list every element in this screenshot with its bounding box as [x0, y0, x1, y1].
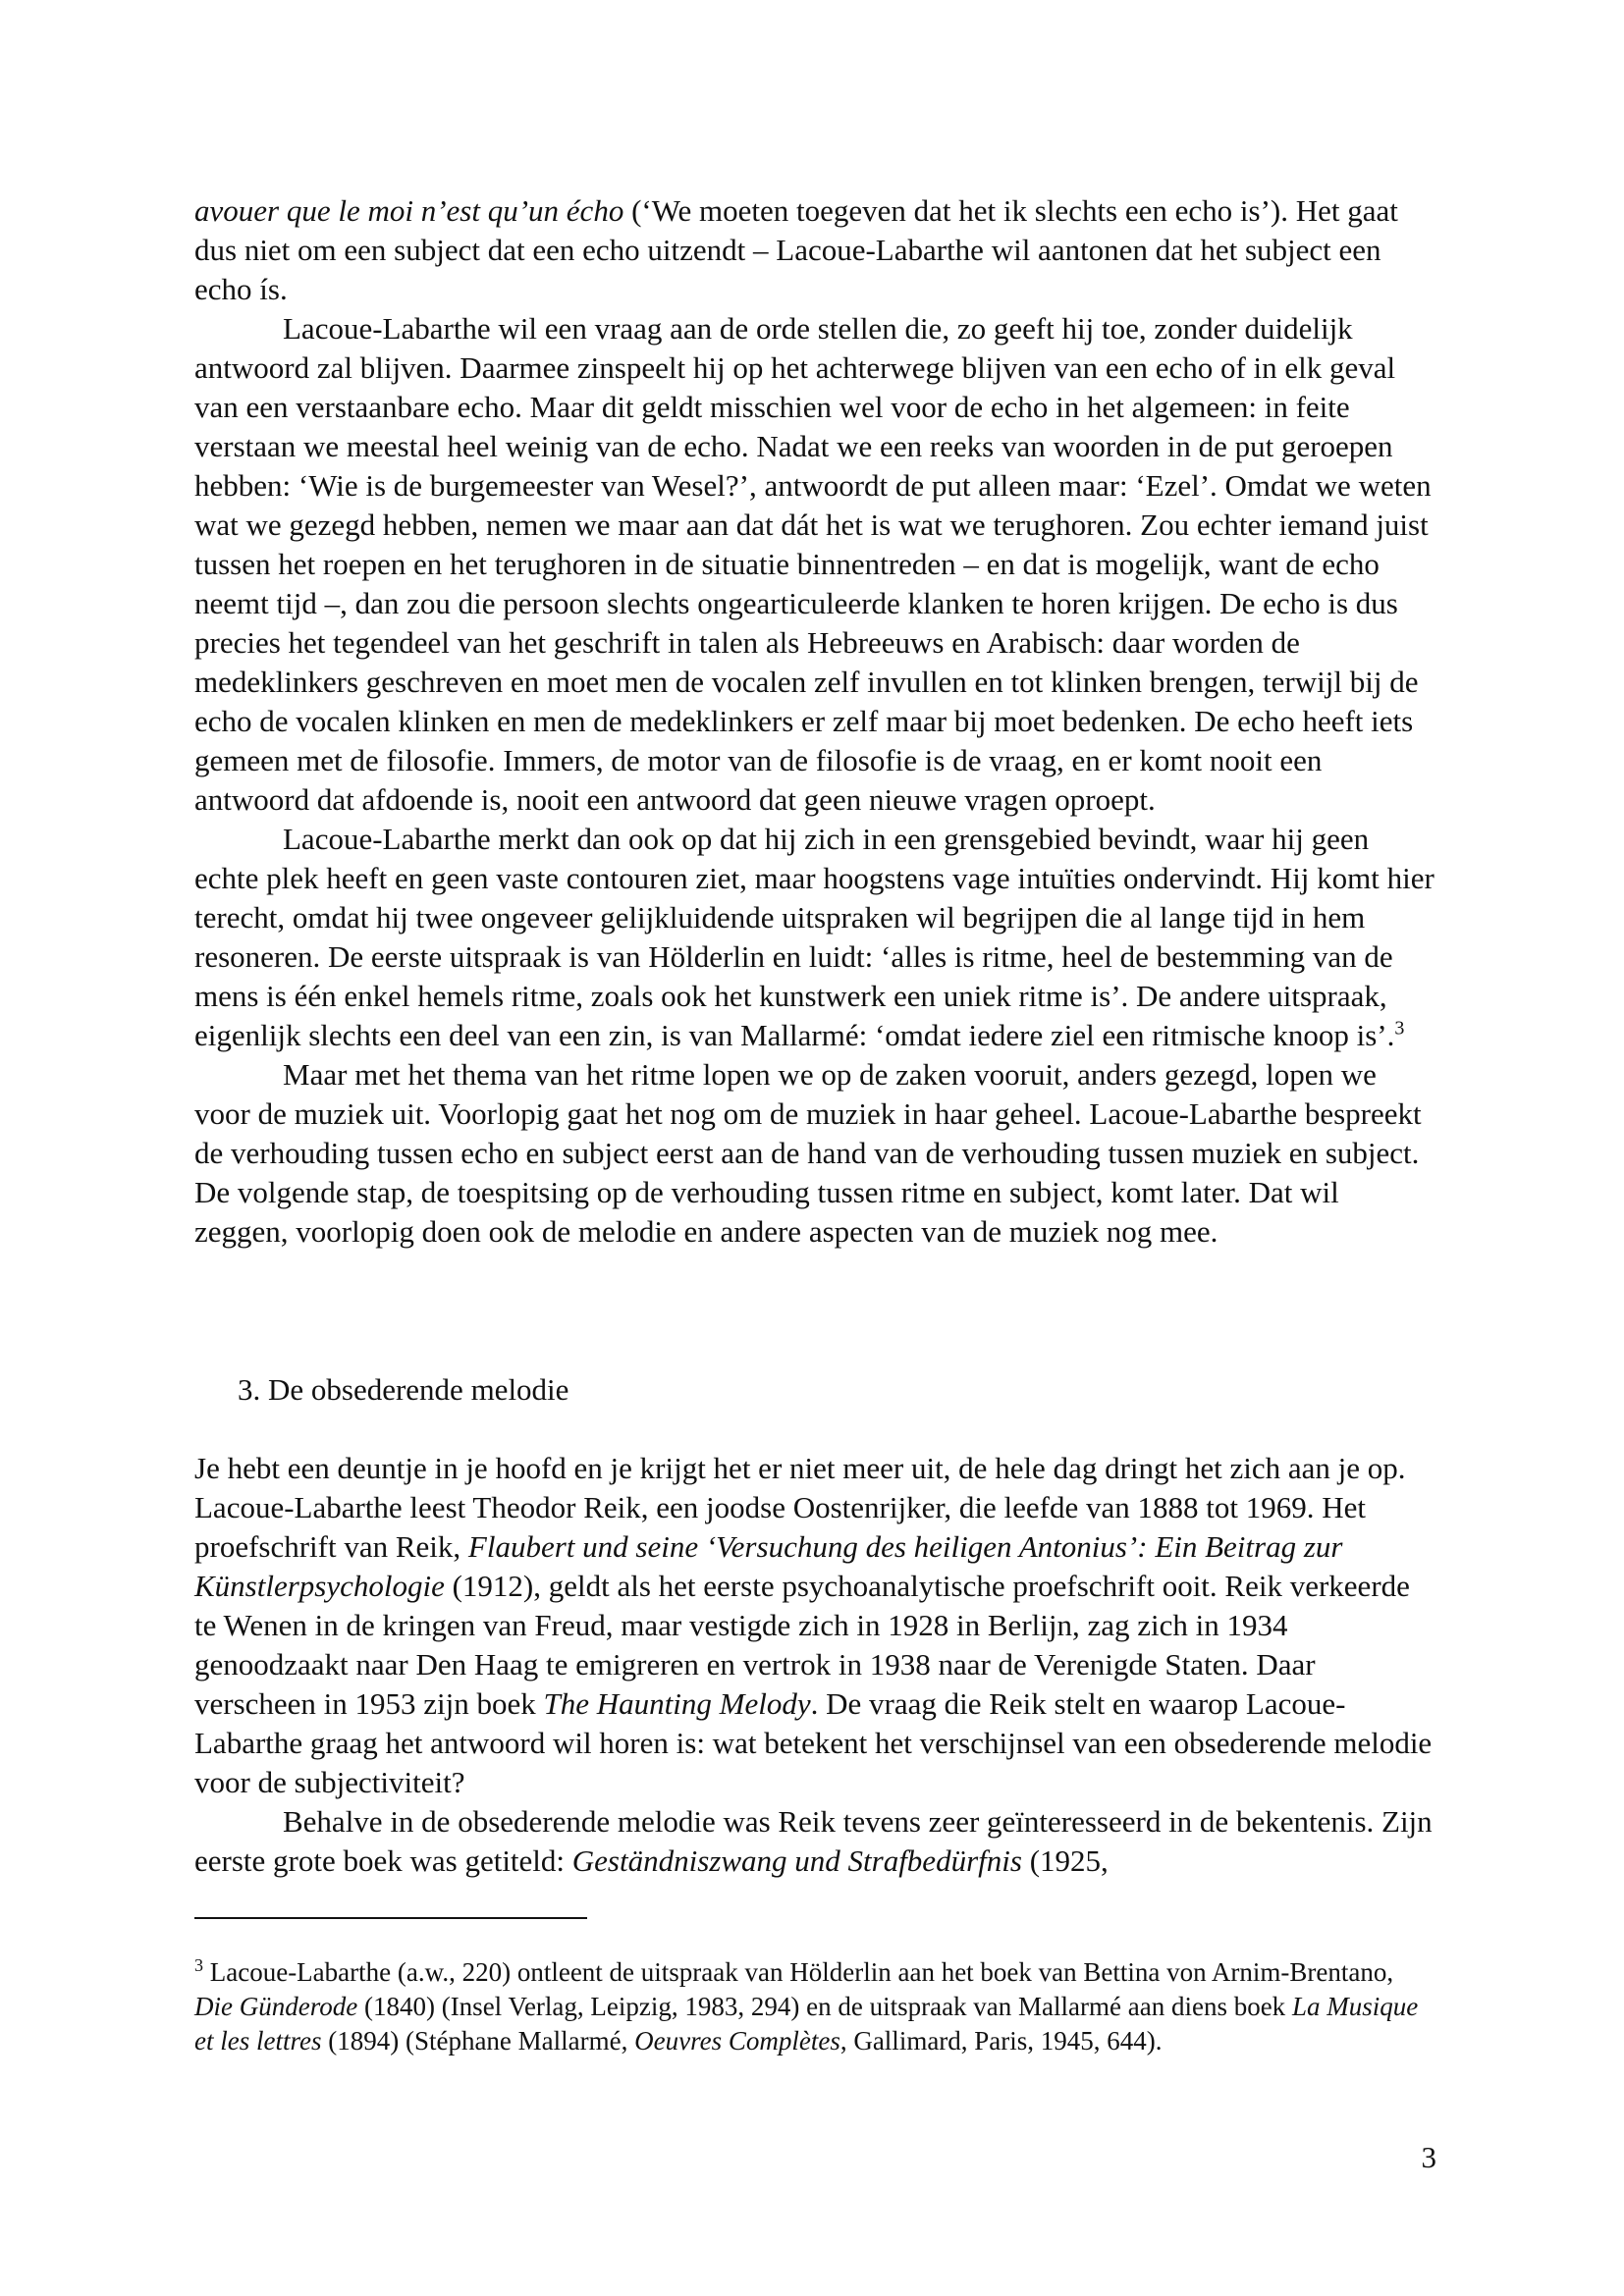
italic-text: Geständniszwang und Strafbedürfnis — [571, 1843, 1022, 1878]
section-heading: 3. De obsederende melodie — [238, 1372, 569, 1407]
footnote-marker: 3 — [194, 1955, 203, 1975]
page-number: 3 — [1421, 2140, 1436, 2174]
text-run: Lacoue-Labarthe merkt dan ook op dat hij zich in een grensgebied bevindt, waar hij geen echte plek heeft en geen vaste contouren ziet, maar hoogstens vage intuïties ondervindt. Hij komt hier terecht, omdat hij twee ongeveer gelijkluidende uitspraken wil begrijpen die al lange tijd in hem resoneren. De eerste uitspraak is van Hölderlin en luidt: ‘alles is ritme, heel de bestemming van de mens is één enkel hemels ritme, zoals ook het kunstwerk een uniek ritme is’. De andere uitspraak, eigenlijk slechts een deel van een zin, is van Mallarmé: ‘omdat iedere ziel een ritmische knoop is’. — [194, 822, 1435, 1052]
paragraph — [194, 1449, 1436, 1802]
text-run: Je hebt een deuntje in je hoofd en je krijgt het er niet meer uit, de hele dag dringt het zich aan je op. Lacoue-Labarthe leest Theodor Reik, een joodse Oostenrijker, die leefde van 1888 tot 1969. Het proefschrift van Reik, — [194, 1451, 1406, 1564]
text-run: Maar met het thema van het ritme lopen we op de zaken vooruit, anders gezegd, lopen we voor de muziek uit. Voorlopig gaat het nog om de muziek in haar geheel. Lacoue-Labarthe bespreekt de verhouding tussen echo en subject eerst aan de hand van de verhouding tussen muziek en subject. De volgende stap, de toespitsing op de verhouding tussen ritme en subject, komt later. Dat wil zeggen, voorlopig doen ook de melodie en andere aspecten van de muziek nog mee. — [194, 1057, 1422, 1249]
text-run: (1925, — [1021, 1843, 1109, 1878]
text-run: . De vraag die Reik stelt en waarop Lacoue-Labarthe graag het antwoord wil horen is: wat betekent het verschijnsel van een obsederende melodie voor de subjectiviteit? — [194, 1686, 1433, 1799]
paragraph — [194, 1802, 1436, 1881]
italic-text: avouer que le moi n’est qu’un écho — [194, 193, 624, 228]
footnote — [194, 1955, 1436, 2058]
text-run: Behalve in de obsederende melodie was Reik tevens zeer geïnteresseerd in de bekentenis. Zijn eerste grote boek was getiteld: — [194, 1804, 1433, 1878]
italic-text: Die Günderode — [194, 1992, 358, 2021]
body-text-top — [194, 191, 1436, 1252]
text-run: (1912), geldt als het eerste psychoanalytische proefschrift ooit. Reik verkeerde te Wenen in de kringen van Freud, maar vestigde zich in 1928 in Berlijn, zag zich in 1934 genoodzaakt naar Den Haag te emigreren en vertrok in 1938 naar de Verenigde Staten. Daar verscheen in 1953 zijn boek — [194, 1569, 1410, 1721]
italic-text: Flaubert und seine ‘Versuchung des heiligen Antonius’: Ein Beitrag zur Künstlerpsychologie — [194, 1529, 1343, 1603]
italic-text: The Haunting Melody — [543, 1686, 811, 1721]
text-run: Lacoue-Labarthe (a.w., 220) ontleent de uitspraak van Hölderlin aan het boek van Bettina von Arnim-Brentano, — [203, 1957, 1394, 1987]
text-run: Lacoue-Labarthe wil een vraag aan de orde stellen die, zo geeft hij toe, zonder duidelijk antwoord zal blijven. Daarmee zinspeelt hij op het achterwege blijven van een echo of in elk geval van een verstaanbare echo. Maar dit geldt misschien wel voor de echo in het algemeen: in feite verstaan we meestal heel weinig van de echo. Nadat we een reeks van woorden in de put geroepen hebben: ‘Wie is de burgemeester van Wesel?’, antwoordt de put alleen maar: ‘Ezel’. Omdat we weten wat we gezegd hebben, nemen we maar aan dat dát het is wat we terughoren. Zou echter iemand juist tussen het roepen en het terughoren in de situatie binnentreden – en dat is mogelijk, want de echo neemt tijd –, dan zou die persoon slechts ongearticuleerde klanken te horen krijgen. De echo is dus precies het tegendeel van het geschrift in talen als Hebreeuws en Arabisch: daar worden de medeklinkers geschreven en moet men de vocalen zelf invullen en tot klinken brengen, terwijl bij de echo de vocalen klinken en men de medeklinkers er zelf maar bij moet bedenken. De echo heeft iets gemeen met de filosofie. Immers, de motor van de filosofie is de vraag, en er komt nooit een antwoord dat afdoende is, nooit een antwoord dat geen nieuwe vragen oproept. — [194, 311, 1432, 817]
footnote-separator — [194, 1917, 587, 1919]
body-text-bottom — [194, 1449, 1436, 1881]
footnote-marker: 3 — [1394, 1017, 1405, 1040]
paragraph — [194, 309, 1436, 820]
text-run: (1894) (Stéphane Mallarmé, — [321, 2026, 635, 2056]
paragraph — [194, 820, 1436, 1055]
paragraph — [194, 1055, 1436, 1252]
text-run: , Gallimard, Paris, 1945, 644). — [839, 2026, 1163, 2056]
paragraph — [194, 191, 1436, 309]
text-run: (‘We moeten toegeven dat het ik slechts een echo is’). Het gaat dus niet om een subject dat een echo uitzendt – Lacoue-Labarthe wil aantonen dat het subject een echo ís. — [194, 193, 1398, 306]
italic-text: Oeuvres Complètes — [634, 2026, 840, 2056]
text-run: (1840) (Insel Verlag, Leipzig, 1983, 294) en de uitspraak van Mallarmé aan diens boek — [357, 1992, 1292, 2021]
italic-text: La Musique et les lettres — [194, 1992, 1419, 2056]
